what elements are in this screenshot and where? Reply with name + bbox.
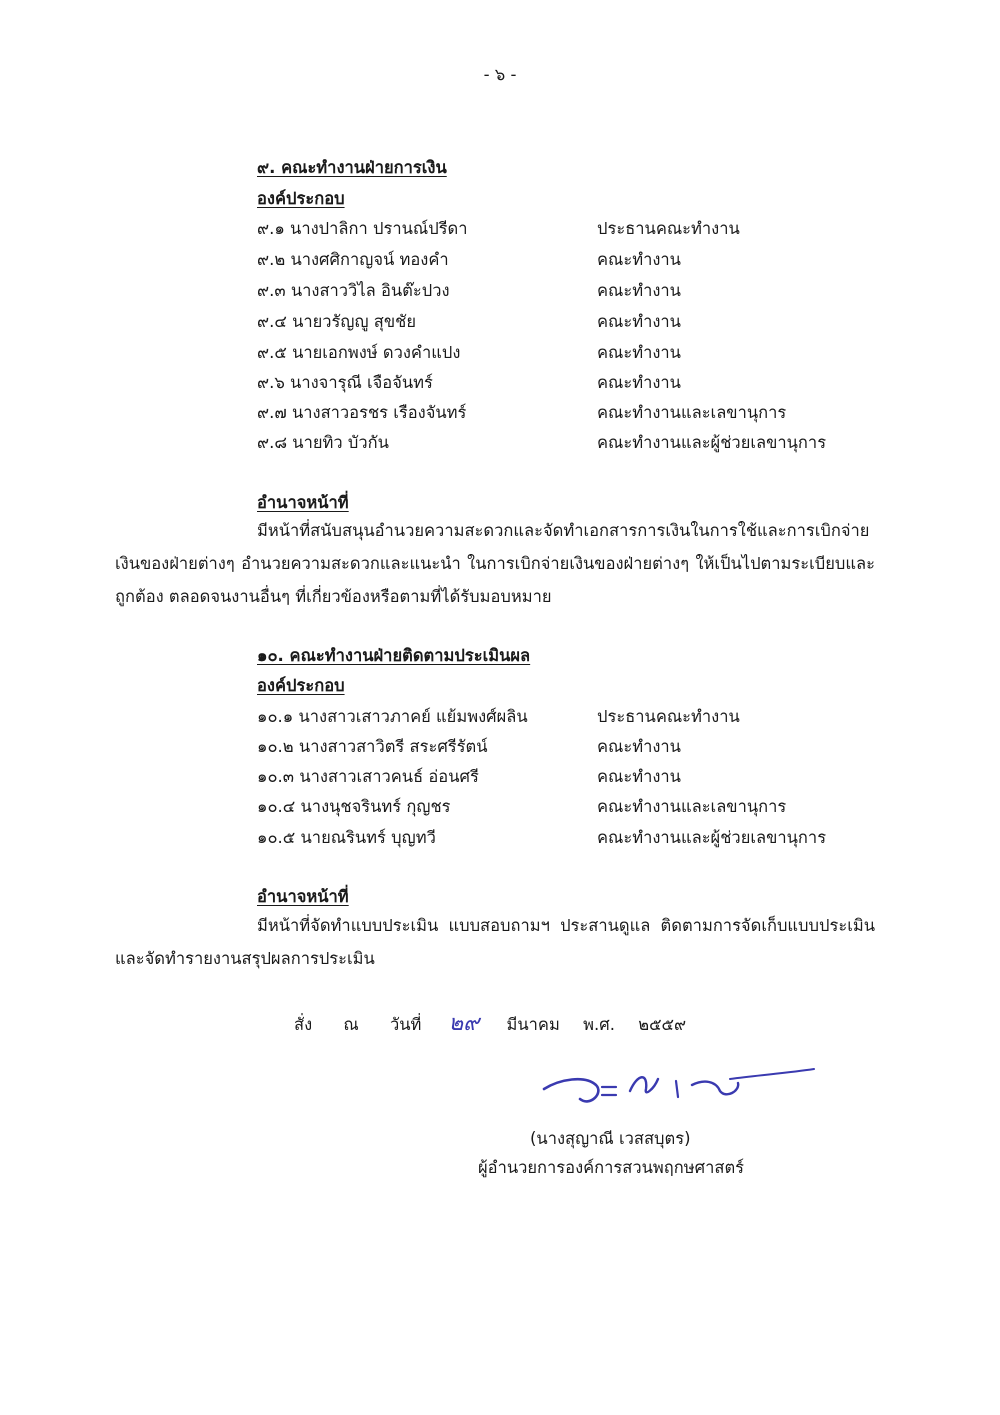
section10-duties-label: อำนาจหน้าที่ [257, 887, 349, 906]
section10-title: ๑๐. คณะทำงานฝ่ายติดตามประเมินผล [257, 646, 531, 665]
month: มีนาคม [506, 1015, 560, 1034]
section10-member-row [257, 704, 877, 734]
member-role: คณะทำงาน [597, 250, 681, 269]
order-date-line [294, 1005, 686, 1040]
member-name: ๙.๕ นายเอกพงษ์ ดวงคำแปง [257, 343, 461, 362]
member-name: ๙.๑ นางปาลิกา ปรานณ์ปรีดา [257, 219, 468, 238]
member-name: ๙.๗ นางสาวอรชร เรืองจันทร์ [257, 403, 467, 422]
signer-title: ผู้อำนวยการองค์การสวนพฤกษศาสตร์ [478, 1158, 745, 1177]
section9-member-row [257, 309, 877, 339]
year: ๒๕๕๙ [638, 1015, 687, 1034]
member-role: คณะทำงานและผู้ช่วยเลขานุการ [597, 828, 827, 847]
member-name: ๑๐.๔ นางนุชจรินทร์ กุญชร [257, 797, 451, 816]
era: พ.ศ. [583, 1015, 615, 1034]
member-role: คณะทำงานและเลขานุการ [597, 403, 787, 422]
section9-member-row [257, 400, 877, 430]
member-name: ๙.๒ นางศศิกาญจน์ ทองคำ [257, 250, 449, 269]
member-role: คณะทำงานและเลขานุการ [597, 797, 787, 816]
section9-member-row [257, 430, 877, 460]
section9-member-row [257, 278, 877, 308]
member-role: คณะทำงาน [597, 343, 681, 362]
member-name: ๙.๔ นายวรัญญู สุขชัย [257, 312, 416, 331]
member-name: ๑๐.๓ นางสาวเสาวคนธ์ อ่อนศรี [257, 767, 479, 786]
member-role: คณะทำงาน [597, 281, 681, 300]
section9-member-row [257, 340, 877, 370]
section9-member-row [257, 216, 877, 246]
member-name: ๙.๓ นางสาววิไล อินต๊ะปวง [257, 281, 450, 300]
section10-duties-text: มีหน้าที่จัดทำแบบประเมิน แบบสอบถามฯ ประสานดูแล ติดตามการจัดเก็บแบบประเมิน และจัดทำรายงานสรุปผลการประเมิน [115, 916, 875, 968]
section10-member-row [257, 734, 877, 764]
section10-composition-label: องค์ประกอบ [257, 676, 345, 695]
member-role: คณะทำงาน [597, 737, 681, 756]
member-role: คณะทำงาน [597, 312, 681, 331]
page-number: - ๖ - [483, 65, 517, 84]
member-role: ประธานคณะทำงาน [597, 219, 740, 238]
section10-member-row [257, 825, 877, 855]
member-role: คณะทำงาน [597, 767, 681, 786]
section9-member-row [257, 370, 877, 400]
section10-member-row [257, 794, 877, 824]
date-word: วันที่ [389, 1015, 422, 1034]
member-role: คณะทำงานและผู้ช่วยเลขานุการ [597, 433, 827, 452]
section9-member-row [257, 247, 877, 277]
member-name: ๑๐.๕ นายณรินทร์ บุญทวี [257, 828, 436, 847]
signer-name: (นางสุญาณี เวสสบุตร) [530, 1129, 691, 1148]
section9-duties-label: อำนาจหน้าที่ [257, 493, 349, 512]
member-name: ๙.๘ นายทิว บัวกัน [257, 433, 389, 452]
member-name: ๑๐.๑ นางสาวเสาวภาคย์ แย้มพงศ์ผลิน [257, 707, 528, 726]
at-word: ณ [343, 1015, 359, 1034]
member-role: คณะทำงาน [597, 373, 681, 392]
signature-image [530, 1055, 820, 1115]
section9-duties-text: มีหน้าที่สนับสนุนอำนวยความสะดวกและจัดทำเอกสารการเงินในการใช้และการเบิกจ่ายเงินของฝ่ายต่างๆ อำนวยความสะดวกและแนะนำ ในการเบิกจ่ายเงินของฝ่ายต่างๆ ให้เป็นไปตามระเบียบและถูกต้อง ตลอดจนงานอื่นๆ ที่เกี่ยวข้องหรือตามที่ได้รับมอบหมาย [115, 521, 875, 606]
section10-member-row [257, 764, 877, 794]
member-name: ๑๐.๒ นางสาวสาวิตรี สระศรีรัตน์ [257, 737, 488, 756]
section9-title: ๙. คณะทำงานฝ่ายการเงิน [257, 158, 447, 177]
handwritten-day: ๒๙ [448, 1011, 480, 1036]
order-word: สั่ง [294, 1015, 313, 1034]
section9-composition-label: องค์ประกอบ [257, 189, 345, 208]
member-role: ประธานคณะทำงาน [597, 707, 740, 726]
member-name: ๙.๖ นางจารุณี เจือจันทร์ [257, 373, 433, 392]
